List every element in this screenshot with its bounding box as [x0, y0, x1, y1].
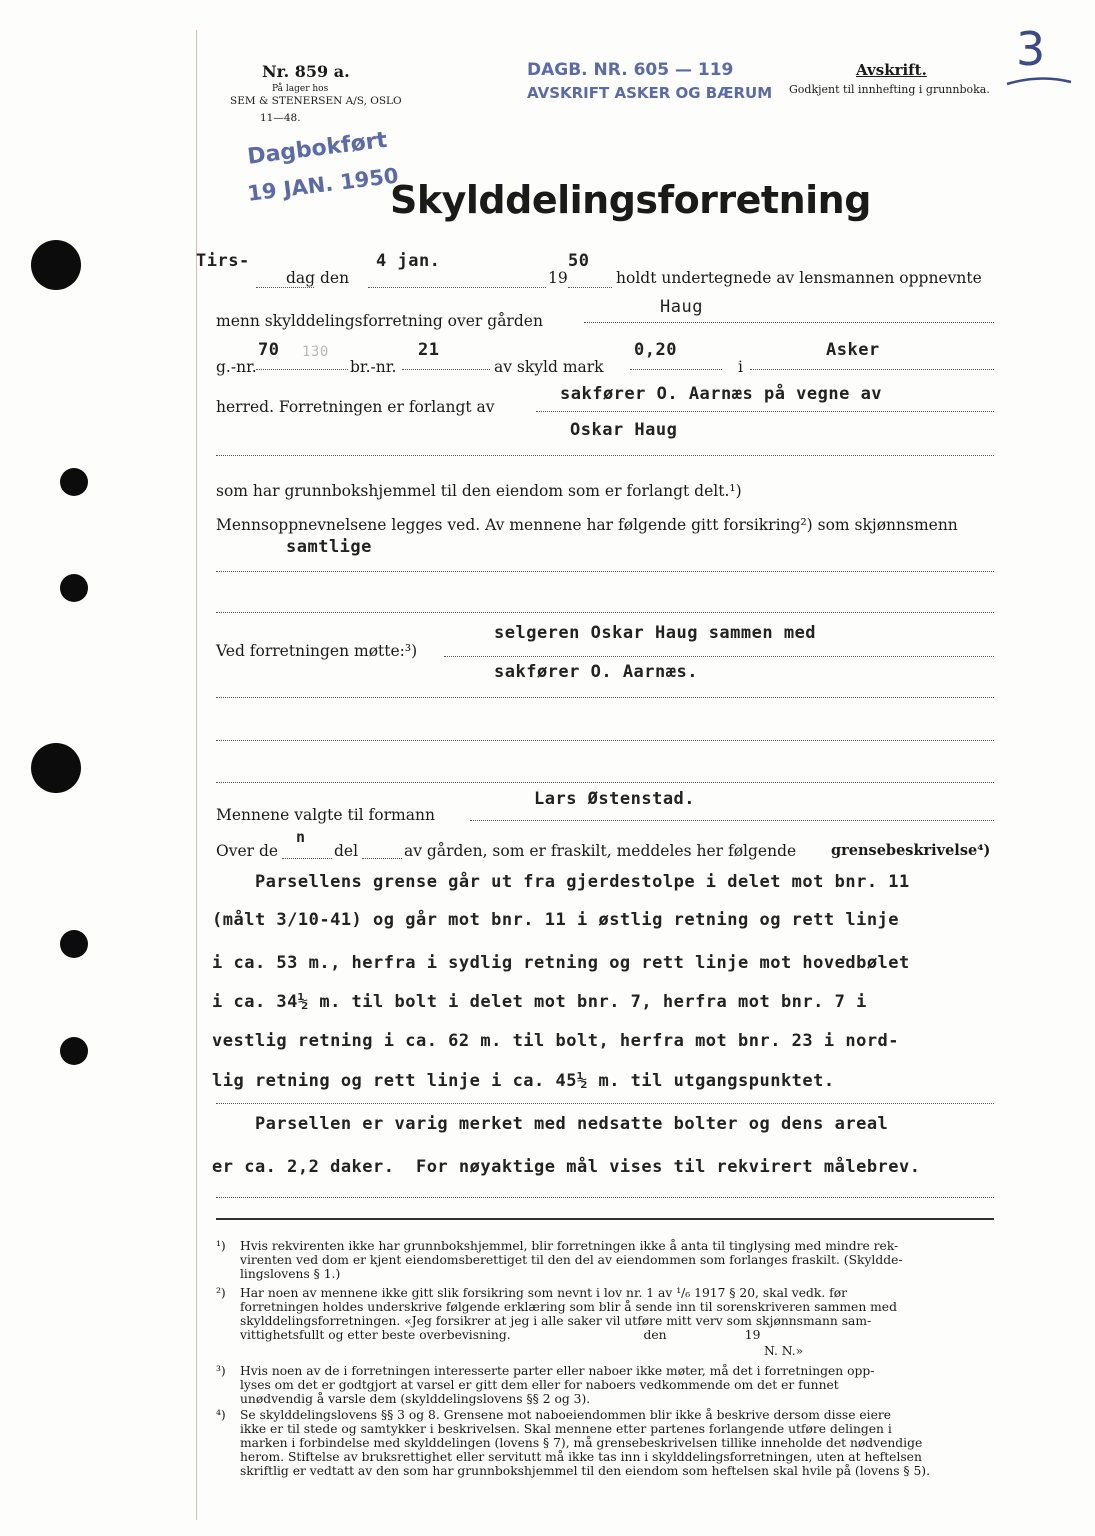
municipality: Asker — [826, 340, 880, 360]
day-prefix: Tirs- — [196, 251, 250, 271]
avskrift-label: Avskrift. — [856, 61, 927, 79]
dotted-line — [568, 287, 612, 288]
farm-name: Haug — [660, 297, 703, 317]
dotted-line — [256, 369, 348, 370]
formann-label: Mennene valgte til formann — [216, 806, 435, 824]
footnote-1-line: virenten ved dom er kjent eiendomsberettiget til den del av eiendommen som forlanges fraskilt. (Skyldde- — [240, 1253, 903, 1267]
skyld-value: 0,20 — [634, 340, 677, 360]
dotted-line — [536, 411, 994, 412]
description-line: Parsellens grense går ut fra gjerdestolpe i delet mot bnr. 11 — [212, 872, 910, 892]
menn-text: menn skylddelingsforretning over gården — [216, 312, 543, 330]
punch-hole — [60, 574, 88, 602]
footnote-3-line: unødvendig å varsle dem (skylddelingslovens §§ 2 og 3). — [240, 1392, 591, 1406]
requester-line-2: Oskar Haug — [570, 420, 678, 440]
printer-line-1: På lager hos — [272, 84, 329, 94]
printer-line-2: SEM & STENERSEN A/S, OSLO — [230, 95, 402, 107]
punch-hole — [60, 468, 88, 496]
page-title: Skylddelingsforretning — [390, 178, 871, 222]
year-prefix: 19 — [548, 269, 568, 287]
attendees-line-1: selgeren Oskar Haug sammen med — [494, 623, 817, 643]
footnote-2-line: forretningen holdes underskrive følgende erklæring som blir å sende inn til sorenskriveren sammen med — [240, 1300, 897, 1314]
footnote-4-line: skriftlig er vedtatt av den som har grunnbokshjemmel til den eiendom som heftelsen skal hvile på (lovens § 5). — [240, 1464, 931, 1478]
footnote-1-line: Hvis rekvirenten ikke har grunnbokshjemmel, blir forretningen ikke å anta til tinglysing med mindre rek- — [240, 1239, 899, 1253]
description-line: vestlig retning i ca. 62 m. til bolt, herfra mot bnr. 23 i nord- — [212, 1031, 900, 1051]
dotted-line — [368, 287, 546, 288]
description-line: lig retning og rett linje i ca. 45½ m. til utgangspunktet. — [212, 1071, 835, 1091]
dotted-line — [216, 697, 994, 698]
punch-hole — [31, 240, 81, 290]
dagbok-date-stamp-line2: 19 JAN. 1950 — [246, 163, 400, 206]
description-line: i ca. 34½ m. til bolt i delet mot bnr. 7, herfra mot bnr. 7 i — [212, 992, 867, 1012]
footnote-marker: ³) — [216, 1364, 226, 1378]
footnote-marker: ⁴) — [216, 1408, 226, 1422]
footnote-2-line: Har noen av mennene ikke gitt slik forsikring som nevnt i lov nr. 1 av ¹/₆ 1917 § 20, skal vedk. før — [240, 1286, 847, 1300]
footnote-2-sign: N. N.» — [764, 1344, 804, 1358]
bnr-label: br.-nr. — [350, 358, 397, 376]
footnote-1-line: lingslovens § 1.) — [240, 1267, 341, 1281]
dotted-line — [282, 858, 332, 859]
dagbok-date-stamp-line1: Dagbokført — [246, 127, 389, 170]
footnote-separator — [216, 1218, 994, 1220]
bnr-value: 21 — [418, 340, 440, 360]
dagbok-number-stamp: DAGB. NR. 605 — 119 — [527, 60, 734, 80]
punch-hole — [60, 930, 88, 958]
footnote-marker: ¹) — [216, 1239, 226, 1253]
footnote-4-line: Se skylddelingslovens §§ 3 og 8. Grensene mot naboeiendommen blir ikke å beskrive dersom disse eiere — [240, 1408, 892, 1422]
dotted-line — [216, 1103, 994, 1104]
dotted-line — [216, 740, 994, 741]
avskrift-stamp: AVSKRIFT ASKER OG BÆRUM — [527, 84, 773, 102]
hjemmel-text: som har grunnbokshjemmel til den eiendom som er forlangt delt.¹) — [216, 482, 742, 500]
formann-value: Lars Østenstad. — [534, 789, 696, 809]
date-value: 4 jan. — [376, 251, 441, 271]
form-number: Nr. 859 a. — [262, 62, 350, 81]
attendees-line-2: sakfører O. Aarnæs. — [494, 662, 698, 682]
footnote-3-line: lyses om det er godtgjort at varsel er gitt dem eller for naboers vedkommende om det er funnet — [240, 1378, 839, 1392]
over-de-label: Over de — [216, 842, 279, 860]
footnote-marker: ²) — [216, 1286, 226, 1300]
dotted-line — [584, 322, 994, 323]
dotted-line — [216, 1197, 994, 1198]
page-number-underline — [1005, 72, 1075, 92]
footnote-4-line: marken i forbindelse med skylddelingen (lovens § 7), må grensebeskrivelsen tillike inneholde det nødvendige — [240, 1436, 923, 1450]
gnr-faint: 130 — [302, 344, 329, 360]
page-number: 3 — [1016, 22, 1046, 76]
requester-line-1: sakfører O. Aarnæs på vegne av — [560, 384, 883, 404]
oppnevnelse-text: Mennsoppnevnelsene legges ved. Av mennene har følgende gitt forsikring²) som skjønnsmenn — [216, 516, 958, 534]
dotted-line — [470, 820, 994, 821]
gnr-label: g.-nr. — [216, 358, 257, 376]
dotted-line — [402, 369, 490, 370]
punch-hole — [31, 743, 81, 793]
grense-text: av gården, som er fraskilt, meddeles her følgende — [404, 842, 797, 860]
footnote-4-line: herom. Stiftelse av bruksrettighet eller servitutt må ikke tas inn i skylddelingsforretningen, uten at heftelsen — [240, 1450, 922, 1464]
gnr-value: 70 — [258, 340, 280, 360]
description-line: Parsellen er varig merket med nedsatte bolter og dens areal — [212, 1114, 889, 1134]
herred-text: herred. Forretningen er forlangt av — [216, 398, 495, 416]
holdt-text: holdt undertegnede av lensmannen oppnevnte — [616, 269, 982, 287]
grense-label: grensebeskrivelse⁴) — [831, 842, 991, 859]
dotted-line — [256, 287, 314, 288]
forsikring-value: samtlige — [286, 537, 372, 557]
godkjent-text: Godkjent til innhefting i grunnboka. — [789, 83, 990, 96]
dotted-line — [750, 369, 994, 370]
footnote-4-line: ikke er til stede og samtykker i beskrivelsen. Skal mennene etter partenes forlangende utføre delingen i — [240, 1422, 892, 1436]
description-line: i ca. 53 m., herfra i sydlig retning og rett linje mot hovedbølet — [212, 953, 910, 973]
punch-hole — [60, 1037, 88, 1065]
dag-den-label: dag den — [286, 269, 350, 287]
dotted-line — [630, 369, 722, 370]
printer-date: 11—48. — [260, 112, 301, 124]
dotted-line — [216, 455, 994, 456]
footnote-2-line: vittighetsfullt og etter beste overbevisning. den 19 — [240, 1328, 761, 1342]
over-n: n — [296, 828, 306, 846]
dotted-line — [444, 656, 994, 657]
skyld-label: av skyld mark — [494, 358, 604, 376]
dotted-line — [216, 612, 994, 613]
year-value: 50 — [568, 251, 590, 271]
del-label: del — [334, 842, 359, 860]
mote-label: Ved forretningen møtte:³) — [216, 642, 418, 660]
footnote-2-line: skylddelingsforretningen. «Jeg forsikrer at jeg i alle saker vil utføre mitt verv som skjønnsmann sam- — [240, 1314, 872, 1328]
i-label: i — [738, 358, 743, 376]
description-line: er ca. 2,2 daker. For nøyaktige mål vises til rekvirert målebrev. — [212, 1157, 921, 1177]
footnote-3-line: Hvis noen av de i forretningen interesserte parter eller naboer ikke møter, må det i forretningen opp- — [240, 1364, 875, 1378]
dotted-line — [216, 571, 994, 572]
dotted-line — [362, 858, 402, 859]
description-line: (målt 3/10-41) og går mot bnr. 11 i østlig retning og rett linje — [212, 910, 900, 930]
dotted-line — [216, 782, 994, 783]
